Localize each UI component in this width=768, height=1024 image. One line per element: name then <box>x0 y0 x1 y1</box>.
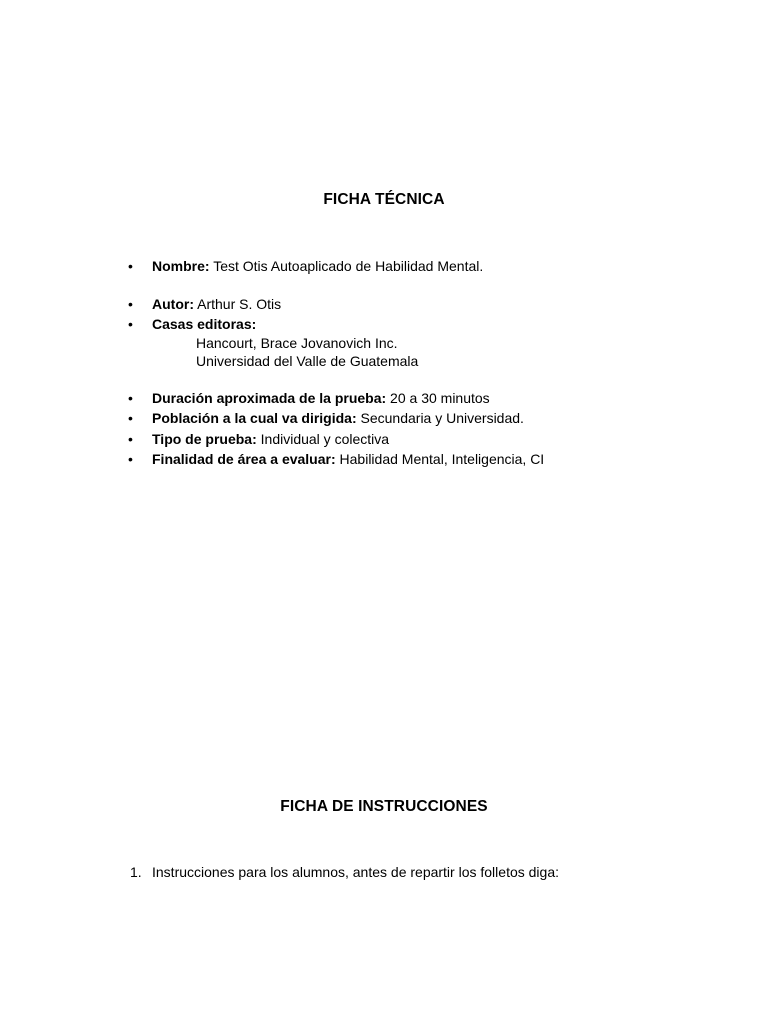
list-item-poblacion <box>152 409 524 427</box>
bullet-icon <box>128 257 133 275</box>
editora-line: Hancourt, Brace Jovanovich Inc. <box>196 335 398 351</box>
item-label: Población a la cual va dirigida: <box>152 410 357 426</box>
bullet-icon <box>128 430 133 448</box>
list-item-nombre <box>152 257 483 275</box>
bullet-icon <box>128 389 133 407</box>
item-value: 20 a 30 minutos <box>386 390 490 406</box>
instruction-item: Instrucciones para los alumnos, antes de repartir los folletos diga: <box>152 864 559 880</box>
item-value: Individual y colectiva <box>256 431 390 447</box>
item-value: Arthur S. Otis <box>194 296 282 312</box>
item-value: Secundaria y Universidad. <box>356 410 524 426</box>
list-item-casas-editoras <box>152 315 256 333</box>
item-value: Habilidad Mental, Inteligencia, CI <box>335 451 545 467</box>
item-label: Nombre: <box>152 258 210 274</box>
item-label: Tipo de prueba: <box>152 431 257 447</box>
bullet-icon <box>128 315 133 333</box>
list-item-tipo-prueba <box>152 430 389 448</box>
list-item-duracion <box>152 389 490 407</box>
bullet-icon <box>128 409 133 427</box>
list-number: 1. <box>130 864 142 880</box>
bullet-icon <box>128 295 133 313</box>
editora-line: Universidad del Valle de Guatemala <box>196 353 419 369</box>
item-label: Casas editoras: <box>152 316 257 332</box>
list-item-finalidad <box>152 450 544 468</box>
item-label: Duración aproximada de la prueba: <box>152 390 387 406</box>
bullet-icon <box>128 450 133 468</box>
item-label: Finalidad de área a evaluar: <box>152 451 336 467</box>
item-value: Test Otis Autoaplicado de Habilidad Mental. <box>209 258 484 274</box>
ficha-instrucciones-title: FICHA DE INSTRUCCIONES <box>280 798 488 815</box>
ficha-tecnica-title: FICHA TÉCNICA <box>323 191 445 208</box>
list-item-autor <box>152 295 281 313</box>
item-label: Autor: <box>152 296 194 312</box>
